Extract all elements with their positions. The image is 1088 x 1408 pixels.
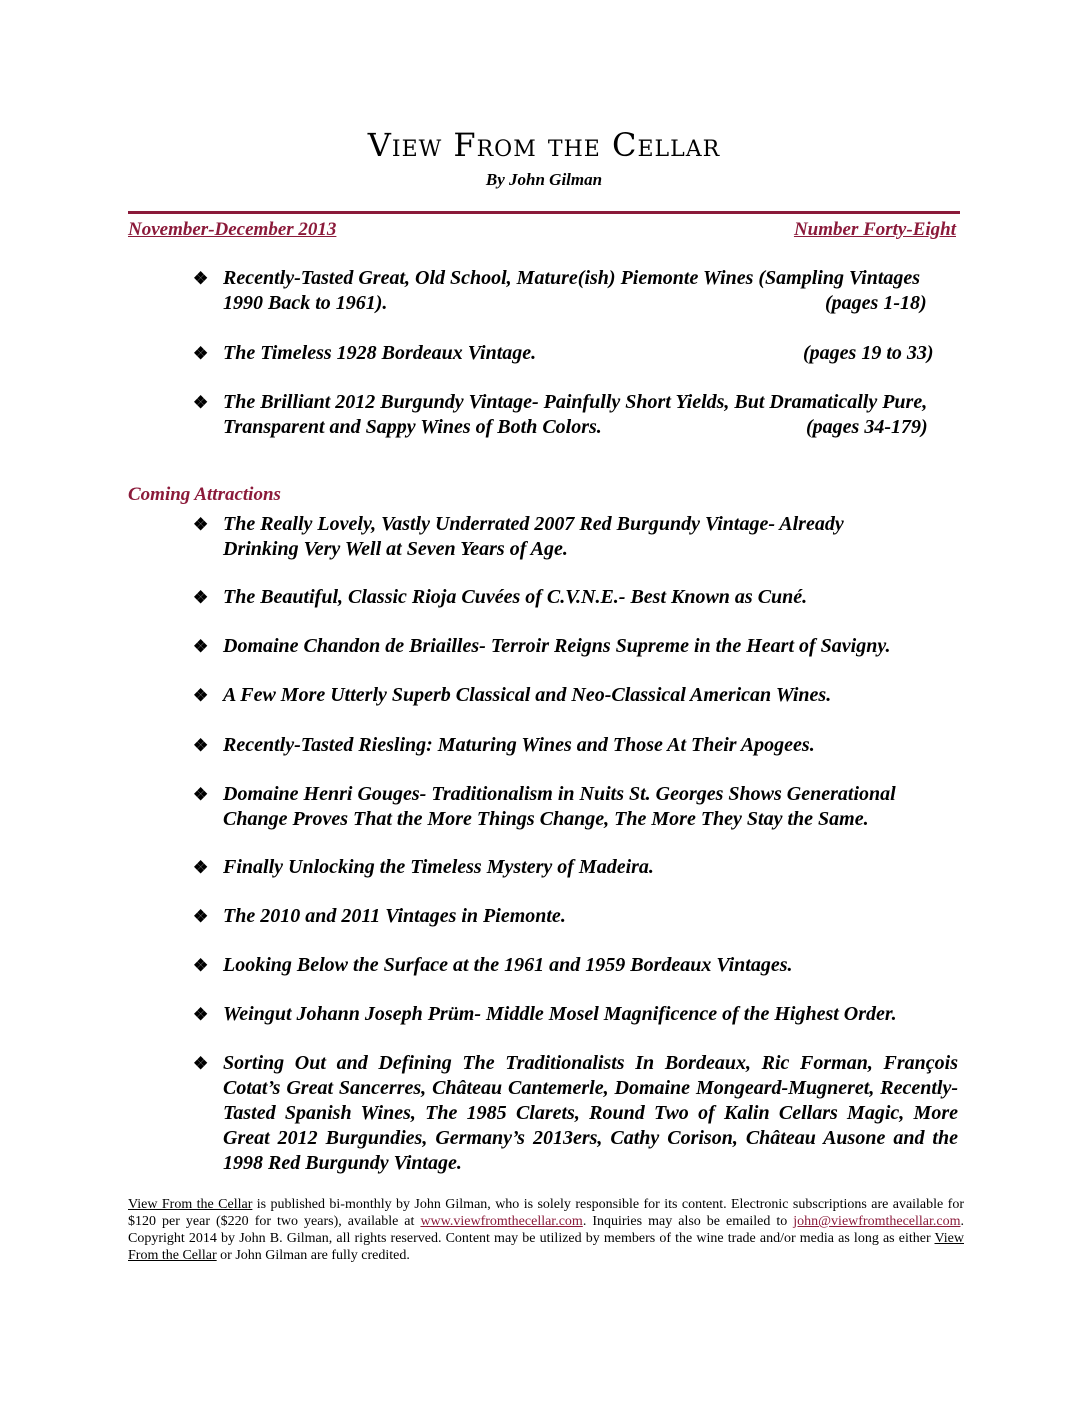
coming-item-text: A Few More Utterly Superb Classical and Neo-Classical American Wines. [223,684,832,706]
diamond-bullet-icon: ❖ [193,858,209,877]
publication-name: View From the Cellar [128,1231,964,1263]
contents-item [193,341,973,366]
email-link[interactable]: john@viewfromthecellar.com [793,1214,961,1229]
footer-text: . Copyright 2014 by John B. Gilman, all rights reserved. Content may be utilized by members of the wine trade and/or media as long as either [128,1214,964,1246]
footer-text: or John Gilman are fully credited. [216,1248,410,1263]
footer-text: is published bi-monthly by John Gilman, who is solely responsible for its content. Electronic subscriptions are available for $120 per year ($220 for two years), available at [128,1197,964,1229]
coming-item-text: The Really Lovely, Vastly Underrated 2007 Red Burgundy Vintage- Already Drinking Very Well at Seven Years of Age. [223,513,844,560]
diamond-bullet-icon: ❖ [193,393,209,412]
coming-item [193,733,973,758]
coming-item-text: Domaine Chandon de Briailles- Terroir Reigns Supreme in the Heart of Savigny. [223,635,891,657]
diamond-bullet-icon: ❖ [193,907,209,926]
coming-item-text: Sorting Out and Defining The Traditionalists In Bordeaux, Ric Forman, François Cotat’s Great Sancerres, Château Cantemerle, Domaine Mongeard-Mugneret, Recently-Tasted Spanish Wines, The 1985 Clarets, Round Two of Kalin Cellars Magic, More Great 2012 Burgundies, Germany’s 2013ers, Cathy Corison, Château Ausone and the 1998 Red Burgundy Vintage. [223,1052,958,1174]
contents-item-text: Recently-Tasted Great, Old School, Mature(ish) Piemonte Wines (Sampling Vintages 1990 Back to 1961). [223,267,921,314]
coming-item [193,855,973,880]
diamond-bullet-icon: ❖ [193,956,209,975]
coming-item [193,634,973,659]
coming-item [193,1051,963,1176]
diamond-bullet-icon: ❖ [193,1005,209,1024]
contents-item-pages: (pages 19 to 33) [803,342,934,364]
diamond-bullet-icon: ❖ [193,515,209,534]
issue-date: November-December 2013 [128,219,337,240]
diamond-bullet-icon: ❖ [193,1054,209,1073]
contents-item-text: The Brilliant 2012 Burgundy Vintage- Painfully Short Yields, But Dramatically Pure, Transparent and Sappy Wines of Both Colors. [223,391,928,438]
newsletter-title: View From the Cellar [367,126,721,164]
diamond-bullet-icon: ❖ [193,637,209,656]
contents-item-pages: (pages 34-179) [806,416,928,438]
coming-item-text: Finally Unlocking the Timeless Mystery of Madeira. [223,856,654,878]
coming-item-text: Domaine Henri Gouges- Traditionalism in Nuits St. Georges Shows Generational Change Proves That the More Things Change, The More They Stay the Same. [223,783,896,830]
coming-item [193,904,973,929]
coming-item-text: Looking Below the Surface at the 1961 and 1959 Bordeaux Vintages. [223,954,793,976]
footer-text: . Inquiries may also be emailed to [582,1214,794,1229]
diamond-bullet-icon: ❖ [193,686,209,705]
diamond-bullet-icon: ❖ [193,588,209,607]
coming-item-text: Recently-Tasted Riesling: Maturing Wines and Those At Their Apogees. [223,734,815,756]
diamond-bullet-icon: ❖ [193,736,209,755]
coming-item [193,782,973,832]
coming-attractions-heading: Coming Attractions [128,484,281,505]
coming-item [193,512,973,562]
coming-item [193,953,973,978]
coming-item [193,1002,973,1027]
coming-item [193,585,973,610]
author-byline: By John Gilman [485,170,603,189]
contents-item-text: The Timeless 1928 Bordeaux Vintage. [223,342,537,364]
diamond-bullet-icon: ❖ [193,269,209,288]
coming-item-text: The 2010 and 2011 Vintages in Piemonte. [223,905,566,927]
publication-name: View From the Cellar [128,1197,253,1212]
contents-item [193,266,973,316]
coming-item-text: The Beautiful, Classic Rioja Cuvées of C.V.N.E.- Best Known as Cuné. [223,586,808,608]
contents-item-pages: (pages 1-18) [825,292,927,314]
website-link[interactable]: www.viewfromthecellar.com [420,1214,583,1229]
coming-item-text: Weingut Johann Joseph Prüm- Middle Mosel Magnificence of the Highest Order. [223,1003,897,1025]
coming-item [193,683,973,708]
issue-number: Number Forty-Eight [793,219,956,240]
diamond-bullet-icon: ❖ [193,785,209,804]
publication-footer [128,1196,964,1264]
issue-bar [128,211,960,244]
contents-item [193,390,973,440]
diamond-bullet-icon: ❖ [193,344,209,363]
